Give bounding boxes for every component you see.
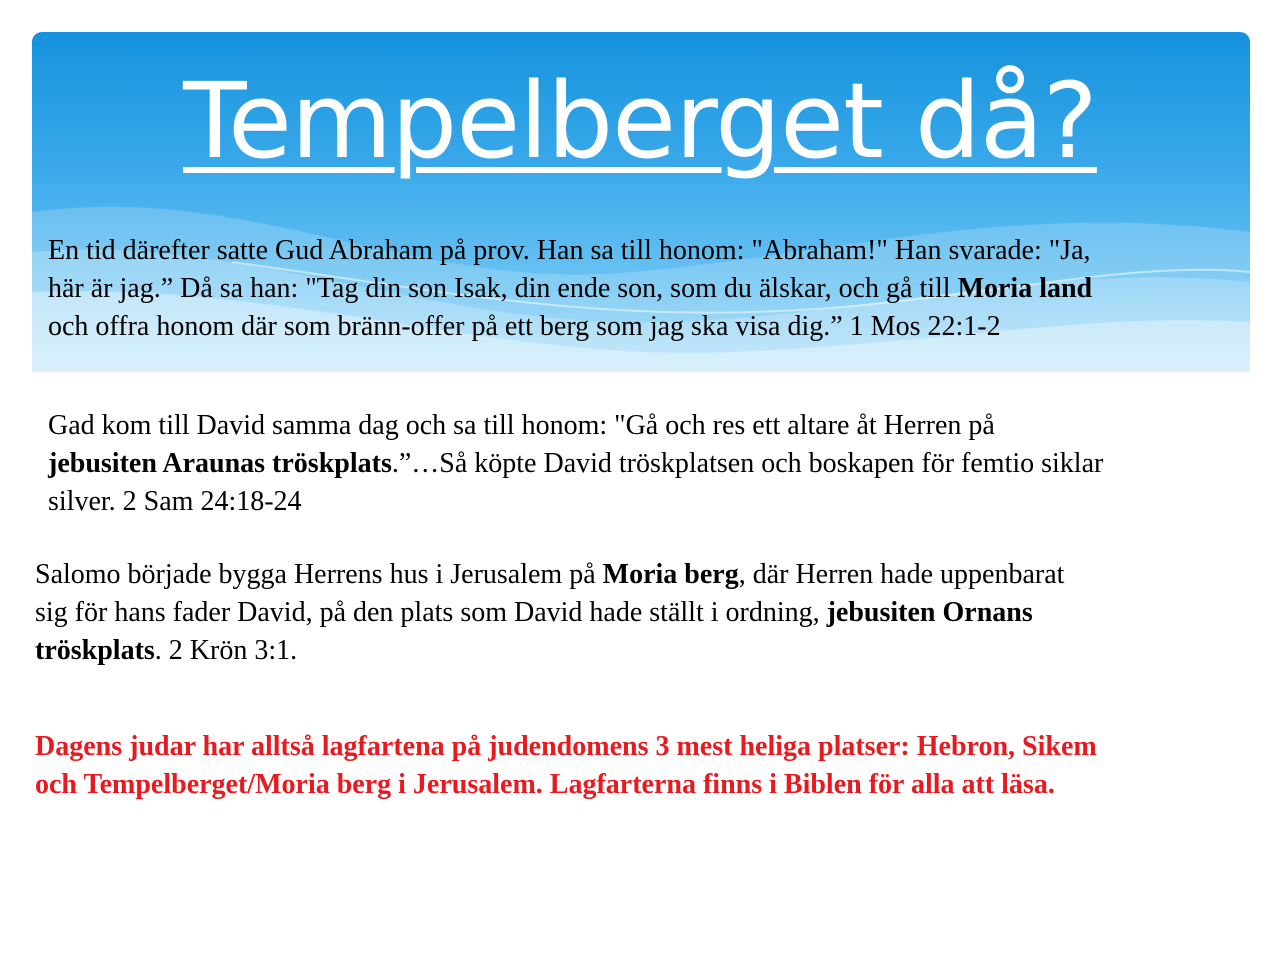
paragraph-line: och offra honom där som bränn-offer på ett berg som jag ska visa dig.” 1 Mos 22:1-2 [48,311,1001,342]
text-run: .”…Så köpte David tröskplatsen och boskapen för femtio siklar [391,448,1104,479]
text-run: sig för hans fader David, på den plats som David hade ställt i ordning, [35,597,827,628]
paragraph-line [35,556,1250,594]
paragraph-samuel [48,407,1258,521]
bold-text: tröskplats [35,635,155,666]
text-run: , där Herren hade uppenbarat [738,559,1065,590]
bold-text: jebusiten Araunas tröskplats [48,448,392,479]
text-run: här är jag.” Då sa han: "Tag din son Isak, din ende son, som du älskar, och gå till [48,273,958,304]
slide-title: Tempelberget då? [183,60,1097,182]
bold-text: Moria berg [602,559,739,590]
paragraph-genesis [48,232,1248,346]
paragraph-line [48,270,1248,308]
paragraph-line [48,445,1258,483]
paragraph-line: silver. 2 Sam 24:18-24 [48,486,302,517]
paragraph-conclusion [35,728,1265,804]
paragraph-chronicles [35,556,1250,670]
bold-text: jebusiten Ornans [826,597,1033,628]
paragraph-line [35,594,1250,632]
paragraph-line [35,632,1250,670]
paragraph-line: Gad kom till David samma dag och sa till honom: "Gå och res ett altare åt Herren på [48,410,995,441]
paragraph-line: och Tempelberget/Moria berg i Jerusalem. Lagfarterna finns i Biblen för alla att läsa. [35,769,1055,800]
text-run: . 2 Krön 3:1. [154,635,298,666]
text-run: Salomo började bygga Herrens hus i Jerusalem på [35,559,603,590]
paragraph-line: Dagens judar har alltså lagfartena på judendomens 3 mest heliga platser: Hebron, Sikem [35,731,1097,762]
bold-text: Moria land [957,273,1093,304]
paragraph-line: En tid därefter satte Gud Abraham på prov. Han sa till honom: "Abraham!" Han svarade: "Ja, [48,235,1091,266]
